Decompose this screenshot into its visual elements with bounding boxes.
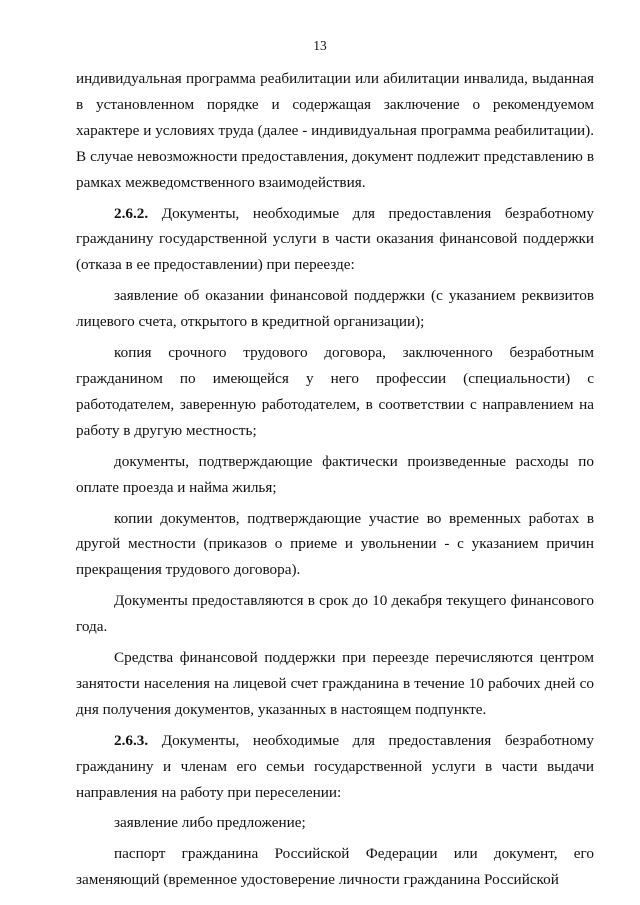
paragraph-2-6-3: 2.6.3. Документы, необходимые для предоставления безработному гражданину и членам его семьи государственной услуги в части выдачи направления на работу при переселении: xyxy=(76,731,594,801)
paragraph-deadline: Документы предоставляются в срок до 10 декабря текущего финансового года. xyxy=(76,592,594,636)
list-item-contract-copy: копия срочного трудового договора, заключенного безработным гражданином по имеющейся у него профессии (специальности) с работодателем, заверенную работодателем, в соответствии с направлением на работу в другую местность; xyxy=(76,344,594,439)
document-body xyxy=(76,66,594,893)
list-item-temp-work-docs: копии документов, подтверждающие участие во временных работах в другой местности (приказов о приеме и увольнении - с указанием причин прекращения трудового договора). xyxy=(76,509,594,579)
page-number: 13 xyxy=(313,38,327,53)
clause-number: 2.6.2. xyxy=(114,204,149,222)
clause-number: 2.6.3. xyxy=(114,731,149,749)
paragraph-2-6-2: 2.6.2. Документы, необходимые для предоставления безработному гражданину государственной услуги в части оказания финансовой поддержки (отказа в ее предоставлении) при переезде: xyxy=(76,204,594,274)
list-item-passport: паспорт гражданина Российской Федерации или документ, его заменяющий (временное удостоверение личности гражданина Российской xyxy=(76,845,594,889)
list-item-application: заявление об оказании финансовой поддержки (с указанием реквизитов лицевого счета, открытого в кредитной организации); xyxy=(76,287,594,331)
list-item-expense-docs: документы, подтверждающие фактически произведенные расходы по оплате проезда и найма жилья; xyxy=(76,452,594,496)
paragraph-rehab-program: индивидуальная программа реабилитации или абилитации инвалида, выданная в установленном порядке и содержащая заключение о рекомендуемом характере и условиях труда (далее - индивидуальная программа реабилитации). В случае невозможности предоставления, документ подлежит представлению в рамках межведомственного взаимодействия. xyxy=(76,70,594,191)
list-item-application-or-offer: заявление либо предложение; xyxy=(114,814,306,832)
paragraph-funds-transfer: Средства финансовой поддержки при переезде перечисляются центром занятости населения на лицевой счет гражданина в течение 10 рабочих дней со дня получения документов, указанных в настоящем подпункте. xyxy=(76,649,594,718)
